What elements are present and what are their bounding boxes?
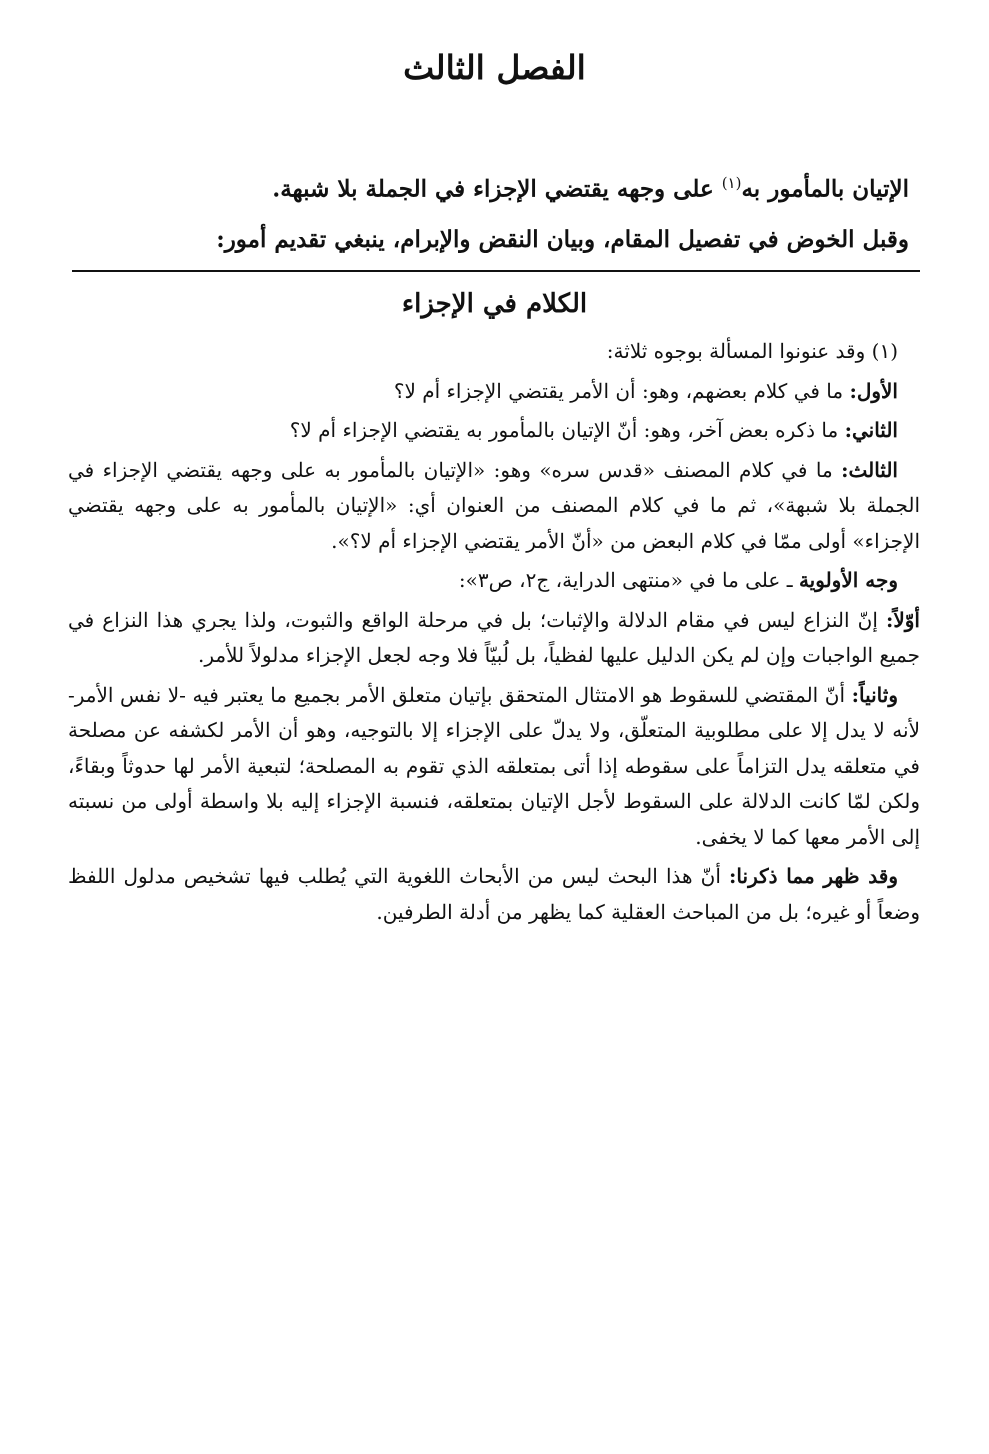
footnote-second-label: الثاني: [844,418,898,442]
footnote-second-text: ما ذكره بعض آخر، وهو: أنّ الإتيان بالمأمور به يقتضي الإجزاء أم لا؟ [289,418,845,442]
footnotes [68,334,920,934]
footnote-divider [72,270,920,272]
footnote-secondly [68,678,920,856]
footnote-reference[interactable]: (١) [721,174,742,192]
footnote-conclusion-text: أنّ هذا البحث ليس من الأبحاث اللغوية التي يُطلب فيها تشخيص مدلول اللفظ وضعاً أو غيره؛ بل من المباحث العقلية كما يظهر من أدلة الطرفين. [68,864,920,924]
section-title: الكلام في الإجزاء [401,289,588,319]
footnote-first-label: الأول: [849,378,898,403]
footnote-firstly-label: أوّلاً: [885,607,920,632]
footnote-firstly [68,603,920,674]
footnote-second [68,413,920,449]
main-line-1-before: الإتيان بالمأمور به [741,175,909,203]
footnote-reason-label: وجه الأولوية [798,568,898,592]
main-text [69,158,909,265]
footnote-third-label: الثالث: [841,457,898,482]
footnote-reason [68,563,920,599]
footnote-third-text: ما في كلام المصنف «قدس سره» وهو: «الإتيان بالمأمور به على وجهه يقتضي الإجزاء في الجملة بلا شبهة»، ثم ما في كلام المصنف من العنوان أي: «الإتيان بالمأمور به على وجهه يقتضي الإجزاء» أولى ممّا في كلام البعض من «أنّ الأمر يقتضي الإجزاء أم لا؟». [68,457,920,553]
main-line-1 [69,158,909,215]
footnote-secondly-text: أنّ المقتضي للسقوط هو الامتثال المتحقق بإتيان متعلق الأمر بجميع ما يعتبر فيه -لا نفس الأمر- لأنه لا يدل إلا على مطلوبية المتعلّق، ولا يدلّ على الإجزاء إلا بالتوجيه، وهو أن الأمر لكشفه عن مصلحة في متعلقه يدل التزاماً على سقوطه إذا أتى بمتعلقه الذي تقوم به المصلحة؛ لتبعية الأمر لها حدوثاً وبقاءً، ولكن لمّا كانت الدلالة على السقوط لأجل الإتيان بمتعلقه، فنسبة الإجزاء إليه بلا واسطة أولى من نسبته إلى الأمر معها كما لا يخفى. [68,682,920,849]
footnote-reason-text: ـ على ما في «منتهى الدراية، ج٢، ص٣»: [458,568,799,592]
main-line-1-after: على وجهه يقتضي الإجزاء في الجملة بلا شبهة. [272,175,722,203]
footnote-conclusion [68,859,920,930]
footnote-third [68,453,920,560]
footnote-first-text: ما في كلام بعضهم، وهو: أن الأمر يقتضي الإجزاء أم لا؟ [393,378,850,403]
main-line-2: وقبل الخوض في تفصيل المقام، وبيان النقض والإبرام، ينبغي تقديم أمور: [216,225,909,253]
footnote-conclusion-label: وقد ظهر مما ذكرنا: [729,864,898,888]
footnote-firstly-text: إنّ النزاع ليس في مقام الدلالة والإثبات؛ بل في مرحلة الواقع والثبوت، ولذا يجري هذا النزاع في جميع الواجبات وإن لم يكن الدليل عليها لفظياً، بل لُبيّاً فلا وجه لجعل الإجزاء مدلولاً للأمر. [68,607,920,667]
chapter-title: الفصل الثالث [403,48,586,87]
footnote-intro: (١) وقد عنونوا المسألة بوجوه ثلاثة: [606,339,898,363]
footnote-secondly-label: وثانياً: [851,682,898,707]
footnote-first [68,374,920,410]
